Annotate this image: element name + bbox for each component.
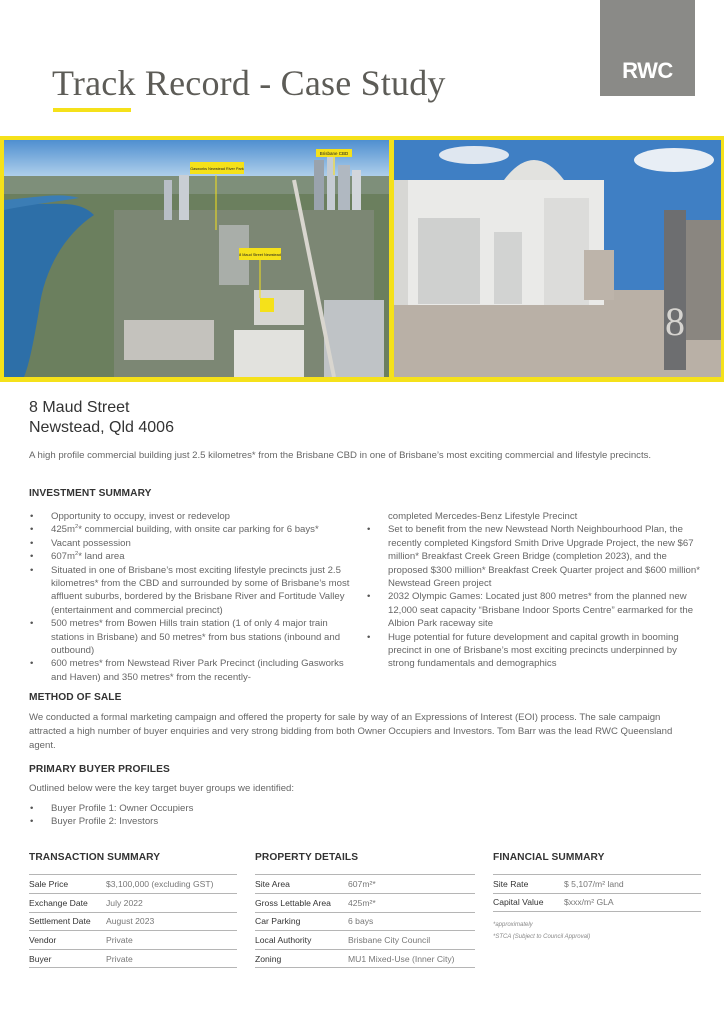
table-row: Local Authority Brisbane City Council [255,930,475,949]
table-row: Car Parking 6 bays [255,912,475,931]
list-item: • 600 metres* from Newstead River Park Precinct (including Gasworks and Haven) and 350 metres* from the recently- [29,657,359,684]
list-item: completed Mercedes-Benz Lifestyle Precinct [388,511,578,522]
financial-heading: FINANCIAL SUMMARY [493,852,605,863]
label-brisbane-cbd: Brisbane CBD [319,151,349,156]
label-site: 8 Maud Street Newstead [239,253,281,257]
logo-text: RWC [622,58,673,83]
table-row: Settlement Date August 2023 [29,912,237,931]
investment-summary-heading: INVESTMENT SUMMARY [29,488,152,499]
financial-table [493,874,701,912]
property-table [255,874,475,968]
list-item: • 2032 Olympic Games: Located just 800 metres* from the planned new 12,000 seat capacity “Brisbane Indoor Sports Centre” earmarked for the Albion Park raceway site [366,590,706,630]
transaction-table [29,874,237,968]
list-item: • 500 metres* from Bowen Hills train station (1 of only 4 major train stations in Brisbane) and 50 metres* from bus stations (inbound and outbound) [29,617,359,657]
intro-text: A high profile commercial building just 2.5 kilometres* from the Brisbane CBD in one of Brisbane’s most exciting commercial and lifestyle precincts. [29,450,652,461]
list-item: • Set to benefit from the new Newstead North Neighbourhood Plan, the recently completed Kingsford Smith Drive Upgrade Project, the new $67 million* Breakfast Creek Green Bridge (completion 2023), and the proposed $300 million* Breakfast Creek Quarter project and $600 million* Newstead Green project [366,523,706,590]
property-address [29,398,174,438]
table-row: Site Rate $ 5,107/m² land [493,874,701,893]
list-item: • Buyer Profile 2: Investors [29,815,329,828]
property-heading: PROPERTY DETAILS [255,852,359,863]
building-photo [394,140,721,377]
footnote-approx: *approximately [493,922,533,928]
table-row: Zoning MU1 Mixed-Use (Inner City) [255,949,475,968]
list-item: • $607m^2*$ land area [29,550,359,563]
list-item: • $425m^2*$ commercial building, with onsite car parking for 6 bays* [29,523,359,536]
address-line1: 8 Maud Street [29,399,130,416]
method-text: We conducted a formal marketing campaign and offered the property for sale by way of an Expressions of Interest (EOI) process. The sale campaign attracted a high number of buyer enquiries and very strong bidding from both Owner Occupiers and Investors. Tom Barr was the lead RWC Queensland agent. [29,712,673,751]
list-item: • Buyer Profile 1: Owner Occupiers [29,802,329,815]
aerial-photo [4,140,389,377]
title-underline [53,108,131,112]
transaction-heading: TRANSACTION SUMMARY [29,852,161,863]
list-item: • Opportunity to occupy, invest or redevelop [29,510,359,523]
buyer-list [29,802,329,829]
investment-list-right [366,510,706,671]
table-row: Exchange Date July 2022 [29,893,237,912]
address-line2: Newstead, Qld 4006 [29,419,174,436]
footnote-stca: *STCA (Subject to Council Approval) [493,934,591,940]
table-row: Gross Lettable Area 425m²* [255,893,475,912]
investment-list-left [29,510,359,684]
table-row: Sale Price $3,100,000 (excluding GST) [29,874,237,893]
list-item: • Situated in one of Brisbane’s most exciting lifestyle precincts just 2.5 kilometres* from the CBD and surrounded by some of Brisbane’s most affluent suburbs, bordered by the Brisbane River and Fortitude Valley (entertainment and commercial precinct) [29,564,359,618]
table-row: Buyer Private [29,949,237,968]
buyer-intro: Outlined below were the key target buyer groups we identified: [29,783,295,794]
page-title: Track Record - Case Study [52,63,446,103]
table-row: Site Area 607m²* [255,874,475,893]
rwc-logo [600,0,695,96]
label-gasworks: Gasworks Newstead River Park [190,167,244,171]
building-number: 8 [665,299,685,344]
table-row: Vendor Private [29,930,237,949]
method-heading: METHOD OF SALE [29,692,122,703]
buyer-profiles-heading: PRIMARY BUYER PROFILES [29,764,170,775]
table-row: Capital Value $xxx/m² GLA [493,893,701,912]
list-item: • Vacant possession [29,537,359,550]
list-item: • Huge potential for future development and capital growth in booming precinct in one of Brisbane’s most exciting precincts underpinned by strong fundamentals and demographics [366,631,706,671]
